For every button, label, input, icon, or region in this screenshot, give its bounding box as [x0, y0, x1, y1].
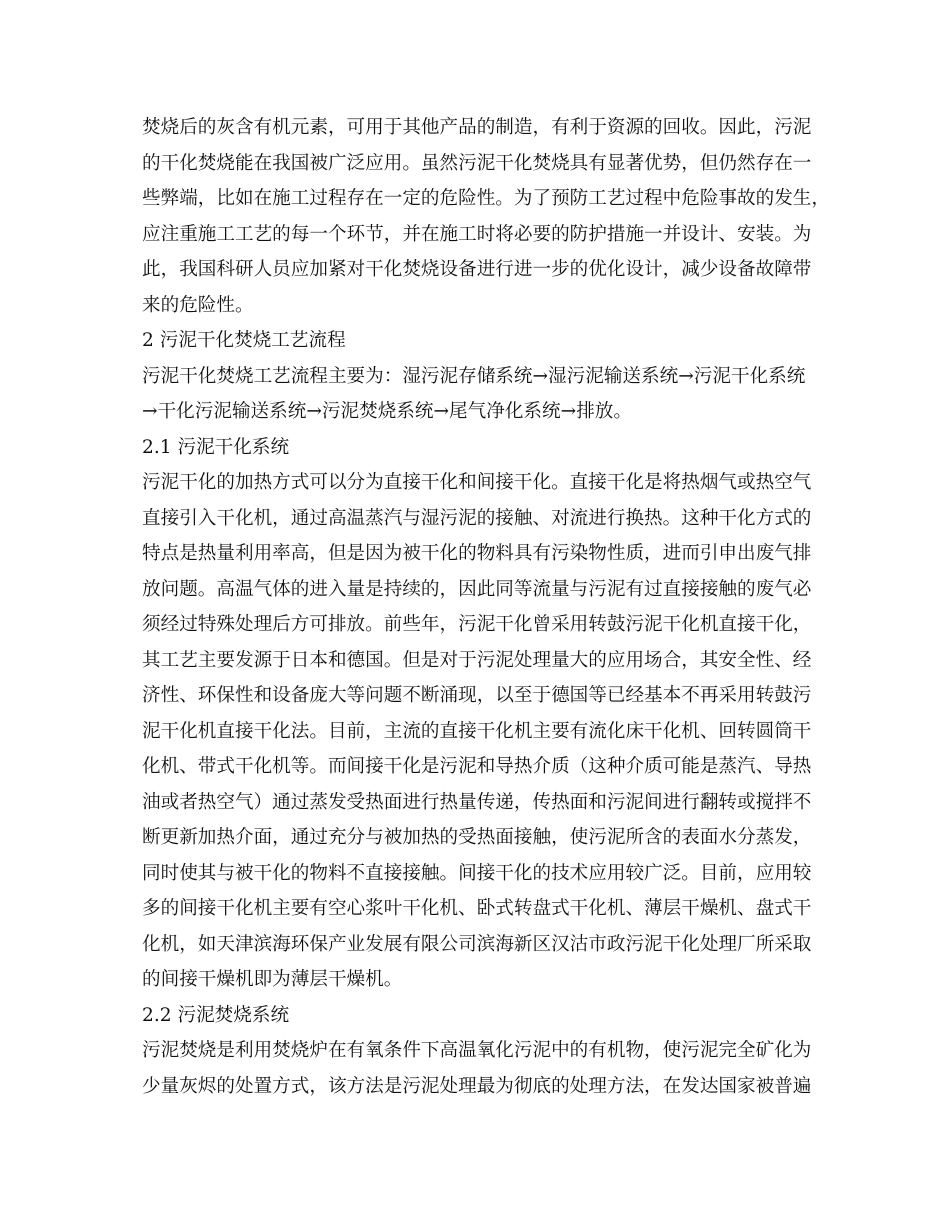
paragraph-line: 油或者热空气）通过蒸发受热面进行热量传递，传热面和污泥间进行翻转或搅拌不 [142, 791, 812, 813]
paragraph-line: 少量灰烬的处置方式，该方法是污泥处理最为彻底的处理方法，在发达国家被普遍 [142, 1075, 812, 1097]
paragraph-line: 特点是热量利用率高，但是因为被干化的物料具有污染物性质，进而引申出废气排 [142, 543, 812, 564]
paragraph-line: 些弊端，比如在施工过程存在一定的危险性。为了预防工艺过程中危险事故的发生， [142, 188, 830, 209]
paragraph-line: 的间接干燥机即为薄层干燥机。 [142, 969, 403, 990]
paragraph-line: 污泥焚烧是利用焚烧炉在有氧条件下高温氧化污泥中的有机物，使污泥完全矿化为 [142, 1040, 812, 1061]
paragraph-line: 焚烧后的灰含有机元素，可用于其他产品的制造，有利于资源的回收。因此，污泥 [142, 117, 812, 138]
paragraph-line: 泥干化机直接干化法。目前，主流的直接干化机主要有流化床干化机、回转圆筒干 [142, 720, 812, 742]
paragraph-line: 污泥干化焚烧工艺流程主要为：湿污泥存储系统→湿污泥输送系统→污泥干化系统 [142, 365, 806, 387]
paragraph-line: 化机，如天津滨海环保产业发展有限公司滨海新区汉沽市政污泥干化处理厂所采取 [142, 933, 812, 955]
paragraph-line: 其工艺主要发源于日本和德国。但是对于污泥处理量大的应用场合，其安全性、经 [142, 649, 812, 671]
paragraph-line: 来的危险性。 [142, 294, 254, 316]
section-heading: 2 污泥干化焚烧工艺流程 [142, 330, 346, 351]
paragraph-line: 的干化焚烧能在我国被广泛应用。虽然污泥干化焚烧具有显著优势，但仍然存在一 [142, 152, 812, 174]
paragraph-line: 化机、带式干化机等。而间接干化是污泥和导热介质（这种介质可能是蒸汽、导热 [142, 756, 812, 777]
paragraph-line: 须经过特殊处理后方可排放。前些年，污泥干化曾采用转鼓污泥干化机直接干化， [142, 614, 812, 635]
subsection-heading: 2.2 污泥焚烧系统 [142, 1004, 290, 1026]
paragraph-line: 污泥干化的加热方式可以分为直接干化和间接干化。直接干化是将热烟气或热空气 [142, 472, 812, 493]
paragraph-line: 济性、环保性和设备庞大等问题不断涌现，以至于德国等已经基本不再采用转鼓污 [142, 685, 812, 706]
paragraph-line: 应注重施工工艺的每一个环节，并在施工时将必要的防护措施一并设计、安装。为 [142, 223, 812, 245]
paragraph-line: 放问题。高温气体的进入量是持续的，因此同等流量与污泥有过直接接触的废气必 [142, 578, 812, 600]
paragraph-line: 此，我国科研人员应加紧对干化焚烧设备进行进一步的优化设计，减少设备故障带 [142, 259, 812, 280]
paragraph-line: 断更新加热介面，通过充分与被加热的受热面接触，使污泥所含的表面水分蒸发， [142, 827, 812, 848]
paragraph-line: 多的间接干化机主要有空心浆叶干化机、卧式转盘式干化机、薄层干燥机、盘式干 [142, 898, 812, 919]
subsection-heading: 2.1 污泥干化系统 [142, 436, 290, 458]
paragraph-line: →干化污泥输送系统→污泥焚烧系统→尾气净化系统→排放。 [142, 401, 632, 422]
paragraph-line: 同时使其与被干化的物料不直接接触。间接干化的技术应用较广泛。目前，应用较 [142, 862, 812, 884]
document-body [142, 110, 830, 1104]
paragraph-line: 直接引入干化机，通过高温蒸汽与湿污泥的接触、对流进行换热。这种干化方式的 [142, 507, 812, 529]
